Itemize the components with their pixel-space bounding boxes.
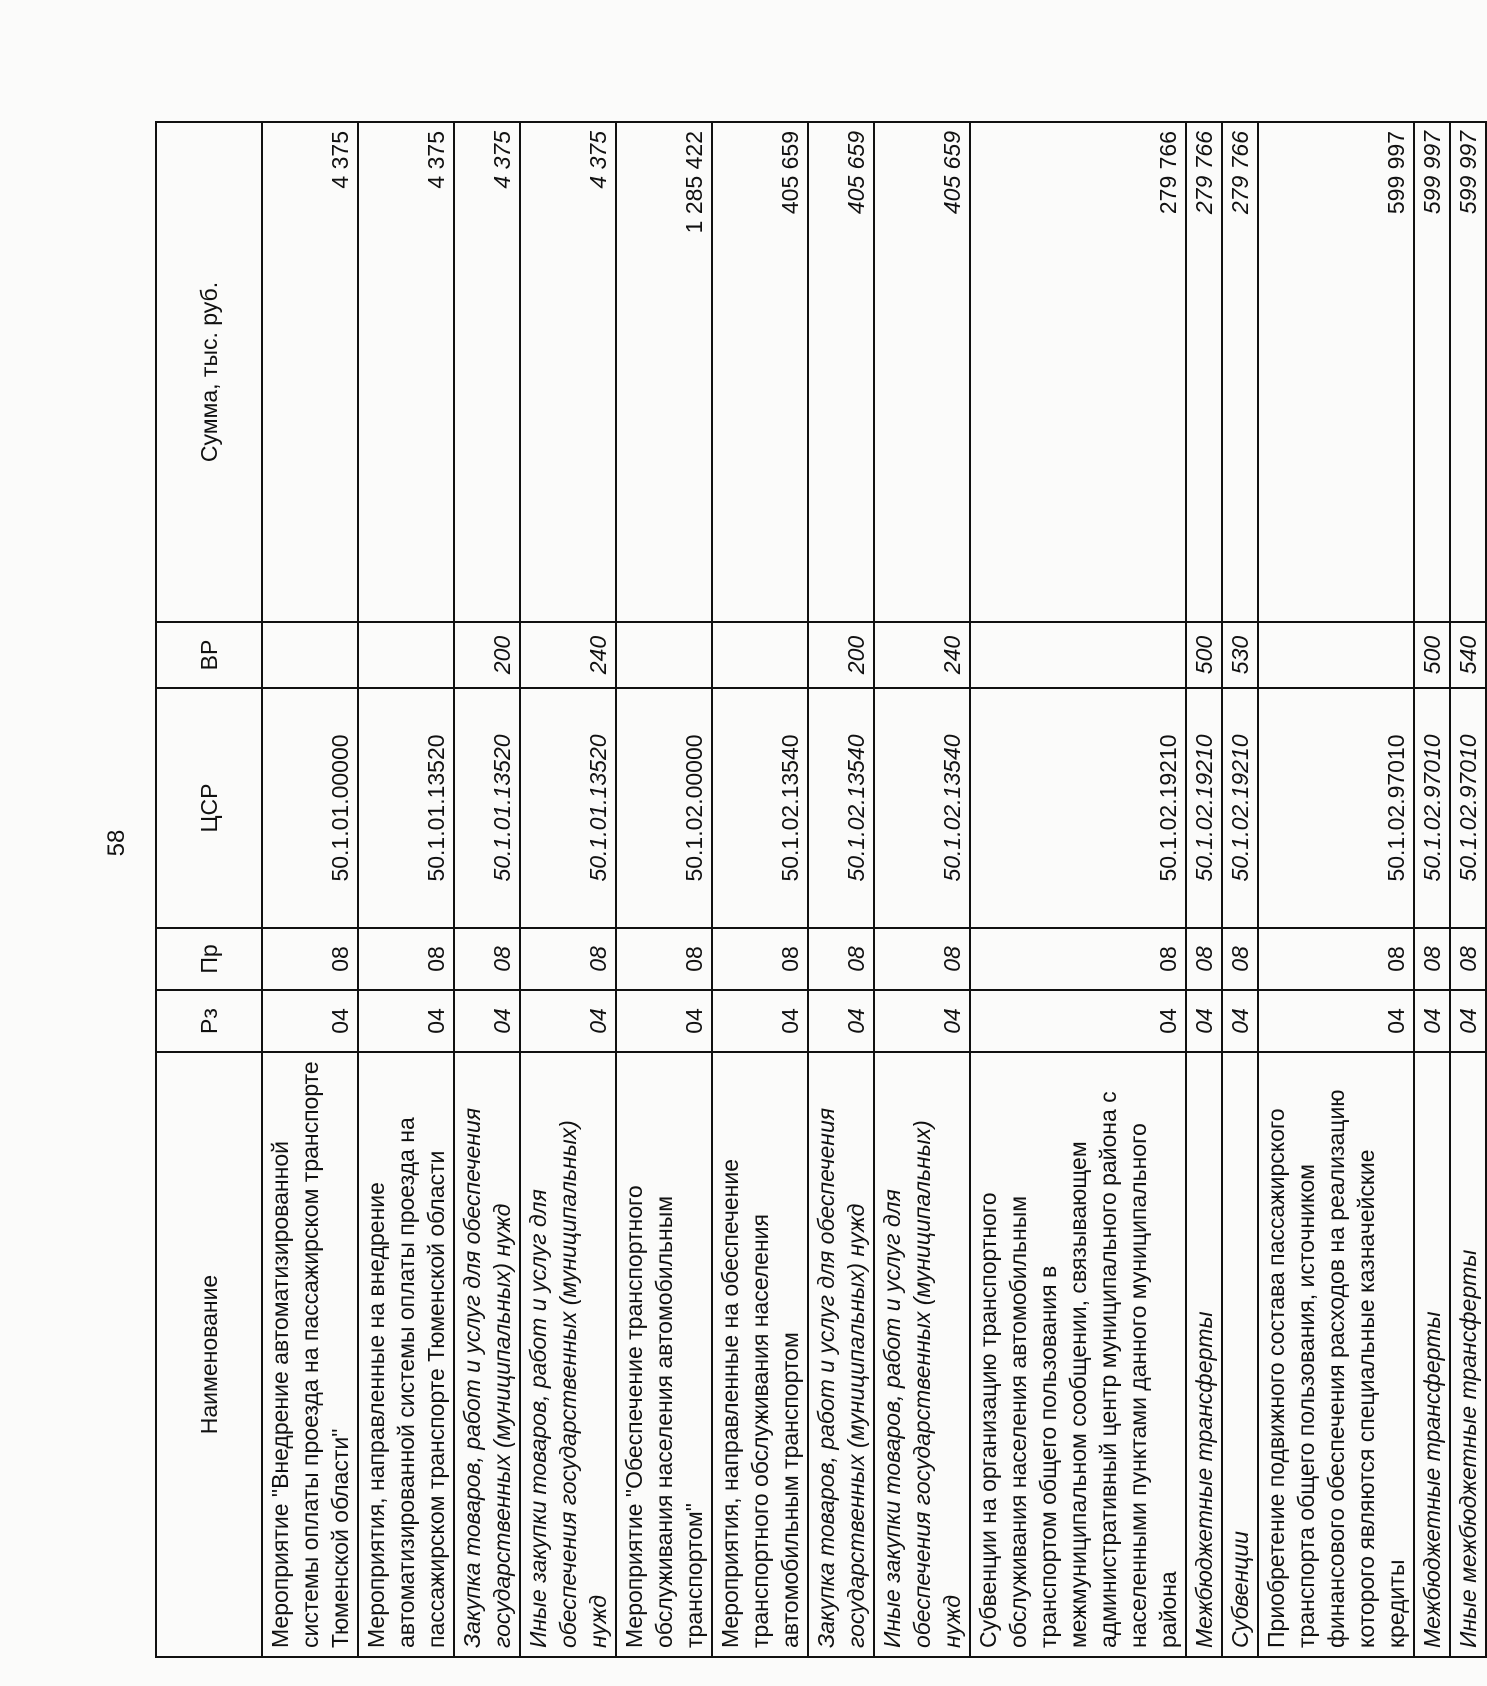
cell-rz: 04 bbox=[1450, 990, 1486, 1052]
page-number: 58 bbox=[103, 829, 130, 857]
table-row bbox=[520, 122, 616, 1657]
cell-name: Мероприятие "Внедрение автоматизированной системы оплаты проезда на пассажирском транспорте Тюменской области" bbox=[262, 1052, 358, 1657]
cell-csr: 50.1.02.00000 bbox=[616, 688, 712, 928]
cell-csr: 50.1.01.13520 bbox=[454, 688, 520, 928]
cell-pr: 08 bbox=[358, 928, 454, 990]
cell-csr: 50.1.02.19210 bbox=[1222, 688, 1258, 928]
cell-pr: 08 bbox=[616, 928, 712, 990]
cell-vr bbox=[970, 622, 1186, 688]
table-row bbox=[262, 122, 358, 1657]
cell-pr: 08 bbox=[1414, 928, 1450, 990]
cell-rz: 04 bbox=[454, 990, 520, 1052]
header-pr: Пр bbox=[156, 928, 262, 990]
cell-vr: 500 bbox=[1186, 622, 1222, 688]
table-row bbox=[1222, 122, 1258, 1657]
cell-rz: 04 bbox=[1258, 990, 1414, 1052]
cell-vr: 200 bbox=[808, 622, 874, 688]
cell-sum: 599 997 bbox=[1450, 122, 1486, 622]
cell-csr: 50.1.01.13520 bbox=[358, 688, 454, 928]
cell-name: Субвенции на организацию транспортного обслуживания населения автомобильным транспортом общего пользования в межмуниципальном сообщении, связывающем административный центр муниципального района с населенными пунктами данного муниципального района bbox=[970, 1052, 1186, 1657]
table-row bbox=[358, 122, 454, 1657]
cell-csr: 50.1.02.97010 bbox=[1414, 688, 1450, 928]
header-rz: Рз bbox=[156, 990, 262, 1052]
cell-vr bbox=[358, 622, 454, 688]
cell-vr: 240 bbox=[520, 622, 616, 688]
cell-vr bbox=[712, 622, 808, 688]
cell-rz: 04 bbox=[970, 990, 1186, 1052]
cell-rz: 04 bbox=[358, 990, 454, 1052]
cell-rz: 04 bbox=[1414, 990, 1450, 1052]
table-row bbox=[808, 122, 874, 1657]
table-row bbox=[1258, 122, 1414, 1657]
cell-vr: 540 bbox=[1450, 622, 1486, 688]
cell-vr bbox=[616, 622, 712, 688]
cell-pr: 08 bbox=[454, 928, 520, 990]
cell-rz: 04 bbox=[262, 990, 358, 1052]
cell-sum: 1 285 422 bbox=[616, 122, 712, 622]
cell-sum: 405 659 bbox=[874, 122, 970, 622]
cell-sum: 279 766 bbox=[970, 122, 1186, 622]
table-row bbox=[712, 122, 808, 1657]
cell-name: Иные закупки товаров, работ и услуг для обеспечения государственных (муниципальных) нужд bbox=[520, 1052, 616, 1657]
cell-sum: 599 997 bbox=[1414, 122, 1450, 622]
cell-sum: 599 997 bbox=[1258, 122, 1414, 622]
header-vr: ВР bbox=[156, 622, 262, 688]
cell-csr: 50.1.02.13540 bbox=[874, 688, 970, 928]
cell-csr: 50.1.02.13540 bbox=[808, 688, 874, 928]
cell-name: Закупка товаров, работ и услуг для обеспечения государственных (муниципальных) нужд bbox=[808, 1052, 874, 1657]
cell-name: Субвенции bbox=[1222, 1052, 1258, 1657]
cell-name: Мероприятия, направленные на внедрение автоматизированной системы оплаты проезда на пассажирском транспорте Тюменской области bbox=[358, 1052, 454, 1657]
cell-rz: 04 bbox=[1186, 990, 1222, 1052]
budget-table bbox=[155, 121, 1487, 1658]
table-row bbox=[454, 122, 520, 1657]
cell-name: Приобретение подвижного состава пассажирского транспорта общего пользования, источником финансового обеспечения расходов на реализацию которого являются специальные казначейские кредиты bbox=[1258, 1052, 1414, 1657]
cell-rz: 04 bbox=[874, 990, 970, 1052]
cell-vr: 530 bbox=[1222, 622, 1258, 688]
cell-sum: 279 766 bbox=[1186, 122, 1222, 622]
cell-name: Мероприятия, направленные на обеспечение транспортного обслуживания населения автомобильным транспортом bbox=[712, 1052, 808, 1657]
cell-csr: 50.1.02.97010 bbox=[1450, 688, 1486, 928]
cell-sum: 4 375 bbox=[262, 122, 358, 622]
cell-vr bbox=[262, 622, 358, 688]
cell-rz: 04 bbox=[808, 990, 874, 1052]
cell-pr: 08 bbox=[970, 928, 1186, 990]
cell-pr: 08 bbox=[1258, 928, 1414, 990]
cell-csr: 50.1.01.00000 bbox=[262, 688, 358, 928]
table-row bbox=[874, 122, 970, 1657]
cell-pr: 08 bbox=[1222, 928, 1258, 990]
table-row bbox=[970, 122, 1186, 1657]
cell-vr bbox=[1258, 622, 1414, 688]
cell-pr: 08 bbox=[712, 928, 808, 990]
cell-csr: 50.1.02.19210 bbox=[1186, 688, 1222, 928]
table-row bbox=[1414, 122, 1450, 1657]
cell-csr: 50.1.02.13540 bbox=[712, 688, 808, 928]
table-row bbox=[616, 122, 712, 1657]
cell-csr: 50.1.02.97010 bbox=[1258, 688, 1414, 928]
cell-vr: 500 bbox=[1414, 622, 1450, 688]
cell-csr: 50.1.02.19210 bbox=[970, 688, 1186, 928]
cell-sum: 279 766 bbox=[1222, 122, 1258, 622]
cell-pr: 08 bbox=[808, 928, 874, 990]
header-name: Наименование bbox=[156, 1052, 262, 1657]
cell-name: Закупка товаров, работ и услуг для обеспечения государственных (муниципальных) нужд bbox=[454, 1052, 520, 1657]
cell-pr: 08 bbox=[1450, 928, 1486, 990]
cell-rz: 04 bbox=[616, 990, 712, 1052]
table-row bbox=[1450, 122, 1486, 1657]
cell-name: Межбюджетные трансферты bbox=[1186, 1052, 1222, 1657]
cell-pr: 08 bbox=[262, 928, 358, 990]
header-csr: ЦСР bbox=[156, 688, 262, 928]
cell-csr: 50.1.01.13520 bbox=[520, 688, 616, 928]
cell-pr: 08 bbox=[1186, 928, 1222, 990]
cell-sum: 4 375 bbox=[454, 122, 520, 622]
cell-pr: 08 bbox=[874, 928, 970, 990]
cell-rz: 04 bbox=[712, 990, 808, 1052]
cell-sum: 405 659 bbox=[712, 122, 808, 622]
cell-vr: 200 bbox=[454, 622, 520, 688]
cell-vr: 240 bbox=[874, 622, 970, 688]
header-sum: Сумма, тыс. руб. bbox=[156, 122, 262, 622]
cell-sum: 4 375 bbox=[358, 122, 454, 622]
cell-name: Иные закупки товаров, работ и услуг для обеспечения государственных (муниципальных) нужд bbox=[874, 1052, 970, 1657]
cell-name: Межбюджетные трансферты bbox=[1414, 1052, 1450, 1657]
cell-pr: 08 bbox=[520, 928, 616, 990]
cell-name: Мероприятие "Обеспечение транспортного обслуживания населения автомобильным транспортом" bbox=[616, 1052, 712, 1657]
cell-sum: 4 375 bbox=[520, 122, 616, 622]
cell-sum: 405 659 bbox=[808, 122, 874, 622]
cell-rz: 04 bbox=[1222, 990, 1258, 1052]
table-row bbox=[1186, 122, 1222, 1657]
cell-rz: 04 bbox=[520, 990, 616, 1052]
table-header-row bbox=[156, 122, 262, 1657]
cell-name: Иные межбюджетные трансферты bbox=[1450, 1052, 1486, 1657]
rotated-table-wrapper bbox=[155, 123, 1481, 1658]
